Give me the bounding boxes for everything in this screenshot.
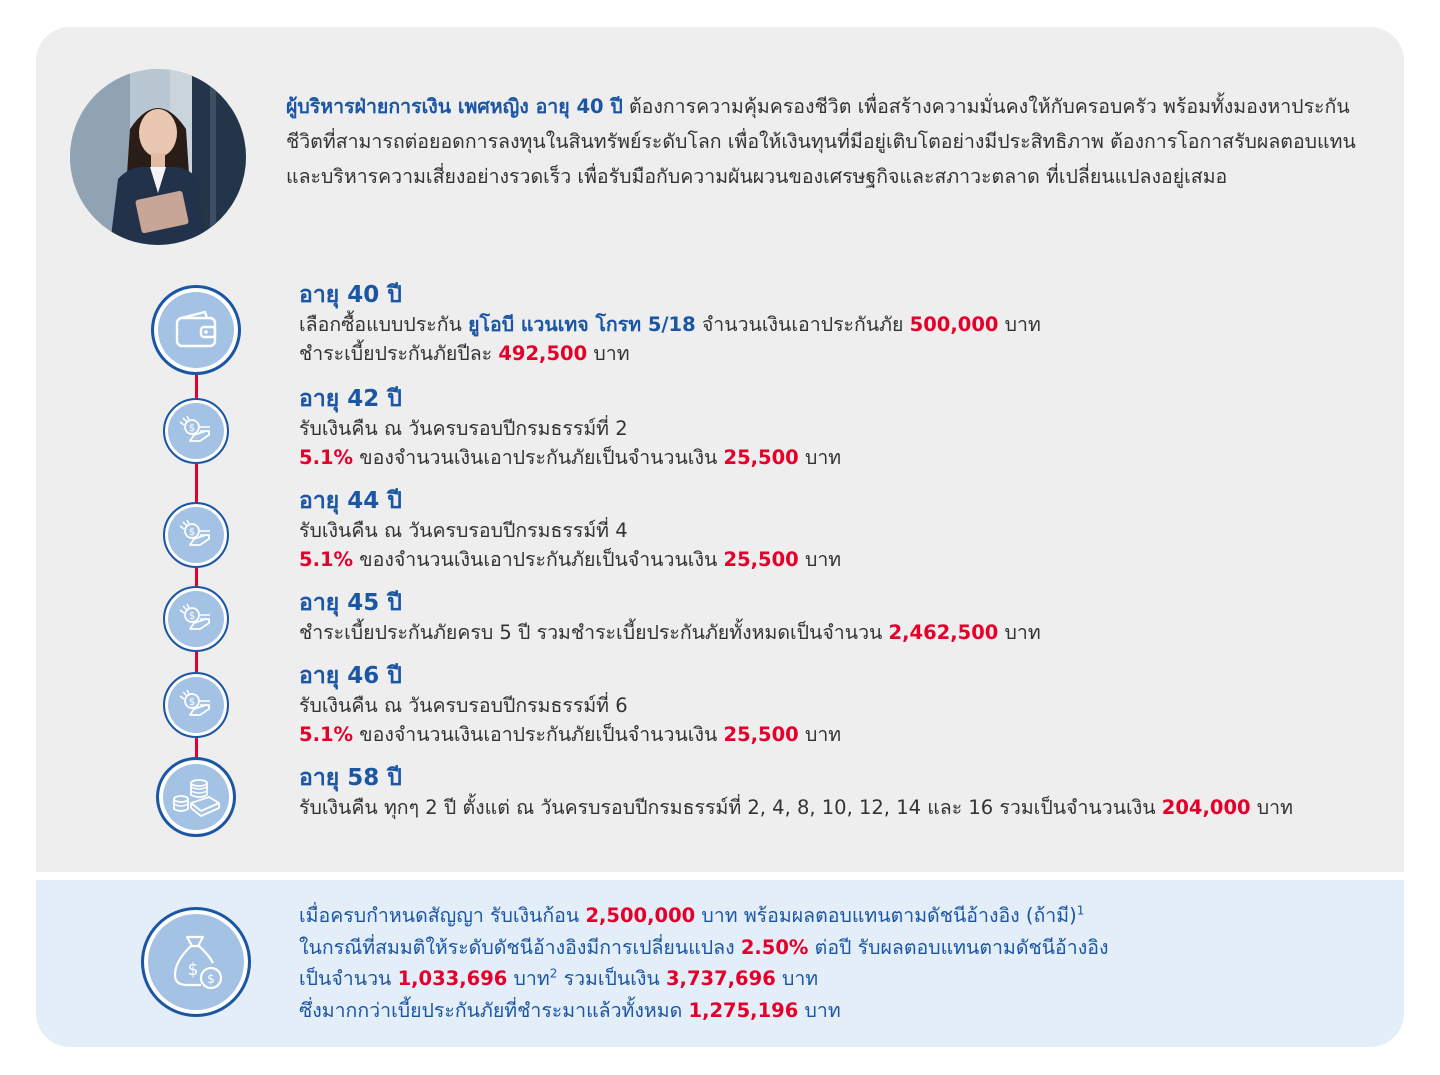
timeline-entry-age-58: [299, 763, 1379, 822]
coins-hand-icon: [163, 502, 229, 568]
entry-line: [299, 310, 1379, 339]
entry-line: [299, 618, 1379, 647]
timeline-entry-age-40: [299, 280, 1379, 368]
persona-description: [286, 89, 1381, 194]
coins-stack-icon: [156, 757, 236, 837]
svg-text:$: $: [188, 527, 196, 538]
entry-text: ชำระเบี้ยประกันภัยครบ 5 ปี รวมชำระเบี้ยประกันภัยทั้งหมดเป็นจำนวน: [299, 621, 889, 644]
maturity-text: บาท: [775, 967, 819, 990]
entry-line: รับเงินคืน ณ วันครบรอบปีกรมธรรม์ที่ 4: [299, 519, 628, 542]
cashback-percent: 5.1%: [299, 548, 354, 571]
entry-text: บาท: [798, 446, 842, 469]
plan-name: ยูโอบี แวนเทจ โกรท 5/18: [468, 313, 696, 336]
footnote-marker: 1: [1076, 903, 1085, 918]
wallet-icon: [151, 285, 241, 375]
svg-text:$: $: [188, 697, 196, 708]
entry-line: [299, 545, 1379, 574]
entry-line: รับเงินคืน ณ วันครบรอบปีกรมธรรม์ที่ 6: [299, 694, 628, 717]
total-return-amount: 3,737,696: [665, 967, 776, 990]
coins-hand-icon: [163, 672, 229, 738]
entry-text: รับเงินคืน ทุกๆ 2 ปี ตั้งแต่ ณ วันครบรอบปีกรมธรรม์ที่ 2, 4, 8, 10, 12, 14 และ 16 รวมเป็นจำนวนเงิน: [299, 796, 1162, 819]
entry-line: [299, 720, 1379, 749]
persona-needs: ต้องการความคุ้มครองชีวิต เพื่อสร้างความมั่นคงให้กับครอบครัว พร้อมทั้งมองหาประกันชีวิตที่สามารถต่อยอดการลงทุนในสินทรัพย์ระดับโลก เพื่อให้เงินทุนที่มีอยู่เติบโตอย่างมีประสิทธิภาพ ต้องการโอกาสรับผลตอบแทน และบริหารความเสี่ยงอย่างรวดเร็ว เพื่อรับมือกับความผันผวนของเศรษฐกิจและสภาวะตลาด ที่เปลี่ยนแปลงอยู่เสมอ: [286, 95, 1356, 188]
entry-age: อายุ 58 ปี: [299, 765, 402, 791]
sum-assured-amount: 500,000: [909, 313, 999, 336]
entry-line: รับเงินคืน ณ วันครบรอบปีกรมธรรม์ที่ 2: [299, 417, 628, 440]
entry-text: บาท: [998, 313, 1041, 336]
cashback-percent: 5.1%: [299, 446, 354, 469]
entry-age: อายุ 46 ปี: [299, 663, 402, 689]
entry-text: เลือกซื้อแบบประกัน: [299, 313, 469, 336]
coins-hand-icon: [163, 398, 229, 464]
maturity-text: ซึ่งมากกว่าเบี้ยประกันภัยที่ชำระมาแล้วทั้งหมด: [299, 998, 689, 1022]
svg-text:$: $: [188, 611, 196, 622]
entry-line: [299, 443, 1379, 472]
businesswoman-photo: [70, 69, 246, 245]
maturity-line: [299, 932, 1379, 964]
annual-premium-amount: 492,500: [498, 342, 588, 365]
avatar: [70, 69, 246, 245]
timeline-entry-age-44: [299, 486, 1379, 574]
entry-text: บาท: [798, 548, 842, 571]
entry-age: อายุ 44 ปี: [299, 488, 402, 514]
lump-sum-amount: 2,500,000: [585, 904, 696, 927]
money-bag-icon: [141, 907, 251, 1017]
coins-hand-icon: [163, 586, 229, 652]
entry-age: อายุ 40 ปี: [299, 282, 402, 308]
entry-text: บาท: [1250, 796, 1293, 819]
svg-text:$: $: [187, 960, 199, 980]
entry-age: อายุ 42 ปี: [299, 386, 402, 412]
footnote-marker: 2: [549, 966, 558, 981]
maturity-line: [299, 963, 1379, 995]
index-change-percent: 2.50%: [740, 935, 809, 959]
entry-text: ของจำนวนเงินเอาประกันภัยเป็นจำนวนเงิน: [353, 446, 724, 469]
svg-text:$: $: [207, 972, 215, 986]
entry-age: อายุ 45 ปี: [299, 590, 402, 616]
divider: [36, 872, 1404, 880]
entry-text: ของจำนวนเงินเอาประกันภัยเป็นจำนวนเงิน: [353, 723, 724, 746]
maturity-line: [299, 995, 1379, 1027]
index-return-amount: 1,033,696: [397, 967, 508, 990]
maturity-text: ในกรณีที่สมมติให้ระดับดัชนีอ้างอิงมีการเปลี่ยนแปลง: [299, 935, 741, 959]
maturity-text: เป็นจำนวน: [299, 967, 398, 990]
maturity-text: บาท พร้อมผลตอบแทนตามดัชนีอ้างอิง (ถ้ามี): [695, 904, 1077, 927]
timeline-connector: [195, 651, 198, 673]
timeline-entry-age-45: [299, 588, 1379, 647]
total-cashback-amount: 204,000: [1161, 796, 1251, 819]
entry-text: ชำระเบี้ยประกันภัยปีละ: [299, 342, 499, 365]
entry-line: [299, 793, 1379, 822]
maturity-text: ต่อปี รับผลตอบแทนตามดัชนีอ้างอิง: [808, 935, 1109, 959]
entry-text: บาท: [998, 621, 1041, 644]
total-premium-amount: 2,462,500: [888, 621, 999, 644]
maturity-line: [299, 900, 1379, 932]
svg-text:$: $: [188, 423, 196, 434]
entry-text: ของจำนวนเงินเอาประกันภัยเป็นจำนวนเงิน: [353, 548, 724, 571]
net-gain-amount: 1,275,196: [688, 998, 799, 1022]
scenario-card: [36, 27, 1404, 1047]
maturity-text: เมื่อครบกำหนดสัญญา รับเงินก้อน: [299, 904, 586, 927]
cashback-percent: 5.1%: [299, 723, 354, 746]
timeline-connector: [195, 737, 198, 759]
maturity-panel: [36, 880, 1404, 1047]
cashback-amount: 25,500: [723, 446, 799, 469]
entry-line: [299, 339, 1379, 368]
scenario-panel: [36, 27, 1404, 872]
timeline-entry-age-42: [299, 384, 1379, 472]
maturity-summary: [299, 900, 1379, 1026]
maturity-text: บาท: [798, 998, 841, 1022]
entry-text: บาท: [798, 723, 842, 746]
entry-text: บาท: [587, 342, 630, 365]
maturity-text: รวมเป็นเงิน: [557, 967, 666, 990]
maturity-text: บาท: [507, 967, 550, 990]
timeline-entry-age-46: [299, 661, 1379, 749]
cashback-amount: 25,500: [723, 723, 799, 746]
entry-text: จำนวนเงินเอาประกันภัย: [695, 313, 910, 336]
cashback-amount: 25,500: [723, 548, 799, 571]
persona-title: ผู้บริหารฝ่ายการเงิน เพศหญิง อายุ 40 ปี: [286, 95, 623, 118]
